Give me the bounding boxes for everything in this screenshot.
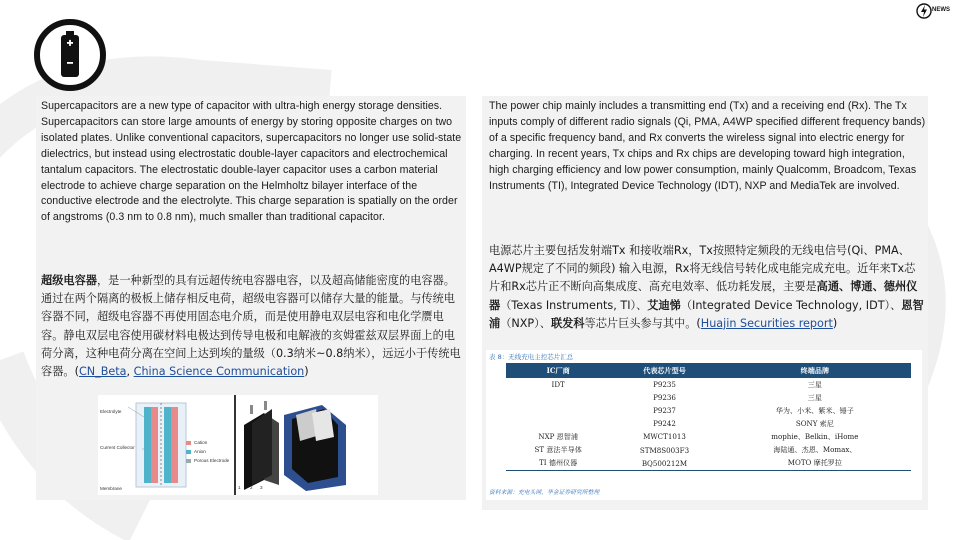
table-row: IDT P9235 三星 bbox=[551, 379, 822, 390]
lightning-icon bbox=[916, 3, 932, 19]
photo-number-1: 1 bbox=[238, 485, 241, 490]
supercapacitor-figure bbox=[98, 395, 378, 495]
right-english-paragraph: The power chip mainly includes a transmitting end (Tx) and a receiving end (Rx). The Tx inputs comply of different radio signals (Qi, PMA, A4WP specified different frequency bands) of a specific frequency band, and Rx converts the wireless signal into electric energy for charging. In recent years, Tx chips and Rx chips are developing toward high integration, high charging efficiency and low power consumption, mainly Qualcomm, Broadcom, Texas Instruments (TI), Integrated Device Technology (IDT), NXP and MediaTek are involved. bbox=[489, 100, 926, 192]
chip-table-card bbox=[486, 350, 922, 500]
table-header: IC厂商 bbox=[506, 363, 610, 378]
left-zh-body: ，是一种新型的具有远超传统电容器电容，以及超高储能密度的电容器。通过在两个隔离的极板上储存相反电荷，超级电容器可以储存大量的能量。与传统电容器不同，超级电容器不再使用固态电介质，而是使用静电双层电容和电化学赝电容。静电双层电容使用碳材料电极达到传导电极和电解液的亥姆霍兹双层界面上的电荷分离，这种电荷分离在空间上达到埃的量级（0.3纳米~0.8纳米），远远小于传统电容器。( bbox=[41, 274, 461, 379]
source-separator: , bbox=[126, 365, 134, 379]
table-row: NXP 恩智浦 MWCT1013 mophie、Belkin、iHome bbox=[538, 431, 859, 442]
right-chinese-paragraph: 电源芯片主要包括发射端Tx 和接收端Rx，Tx按照特定频段的无线电信号(Qi、PMA、A4WP规定了不同的频段) 输入电源，Rx将无线信号转化成电能完成充电。近年来Tx芯片和Rx芯片正不断向高集成度、高充电效率、低功耗发展，主要是高通、博通、德州仪器（Texas Instruments, TI）、艾迪悌（Integrated Device Technology, IDT）、恩智浦（NXP）、联发科等芯片巨头参与其中。(Huajin Securities report) bbox=[489, 244, 924, 330]
label-membrane: Membrane bbox=[100, 486, 122, 491]
table-header: 终端品牌 bbox=[719, 363, 911, 378]
news-logo bbox=[916, 2, 956, 20]
legend-anion: Anion bbox=[186, 449, 206, 454]
table-row: P9242 SONY 索尼 bbox=[653, 418, 834, 429]
table-caption: 表 8：无线充电主控芯片汇总 bbox=[489, 353, 574, 361]
label-electrolyte: Electrolyte bbox=[100, 409, 122, 414]
table-row: P9237 华为、小米、紫米、锤子 bbox=[653, 405, 854, 416]
table-header: 代表芯片型号 bbox=[610, 363, 718, 378]
table-row: P9236 三星 bbox=[653, 392, 822, 403]
label-current-collector: Current Collector bbox=[100, 445, 135, 450]
legend-cation: Cation bbox=[186, 440, 207, 445]
left-zh-term: 超级电容器 bbox=[41, 274, 97, 287]
source-close: ) bbox=[304, 365, 309, 379]
photo-number-2: 2 bbox=[250, 485, 253, 490]
table-header-row bbox=[506, 363, 911, 378]
photo-number-3: 3 bbox=[260, 485, 263, 490]
source-link-huajin[interactable]: Huajin Securities report bbox=[700, 316, 833, 330]
table-row: ST 意法半导体 STM8S003F3 海陆通、杰恩、Momax、 bbox=[534, 445, 857, 455]
chip-table bbox=[506, 363, 911, 471]
table-row: TI 德州仪器 BQ500212M MOTO 摩托罗拉 bbox=[506, 457, 911, 471]
legend-porous-electrode: Porous Electrode bbox=[186, 458, 229, 463]
left-chinese-paragraph bbox=[41, 272, 465, 381]
supercapacitor-photo bbox=[234, 395, 378, 495]
left-english-paragraph: Supercapacitors are a new type of capacitor with ultra-high energy storage densities. Supercapacitors can store large amounts of energy by storing opposite charges on two isolated plates. Unlike conventional capacitors, supercapacitors no longer use solid-state dielectrics, but instead using electrostatic double-layer capacitors and electrochemical tantalum capacitors. The electrostatic double-layer capacitor uses a carbon material electrode to achieve charge separation on the Helmholtz bilayer interface of the conductive electrode and the electrolyte. This charge separation is spatially on the order of angstroms (0.3 nm to 0.8 nm), much smaller than traditional capacitor. bbox=[41, 100, 462, 224]
news-logo-text: NEWS bbox=[932, 7, 950, 13]
battery-icon bbox=[33, 18, 107, 92]
source-link-china-science[interactable]: China Science Communication bbox=[133, 365, 305, 379]
source-link-cnbeta[interactable]: CN_Beta bbox=[78, 365, 127, 379]
table-source-note: 资料来源：充电头网、华金证券研究所整理 bbox=[489, 490, 600, 496]
